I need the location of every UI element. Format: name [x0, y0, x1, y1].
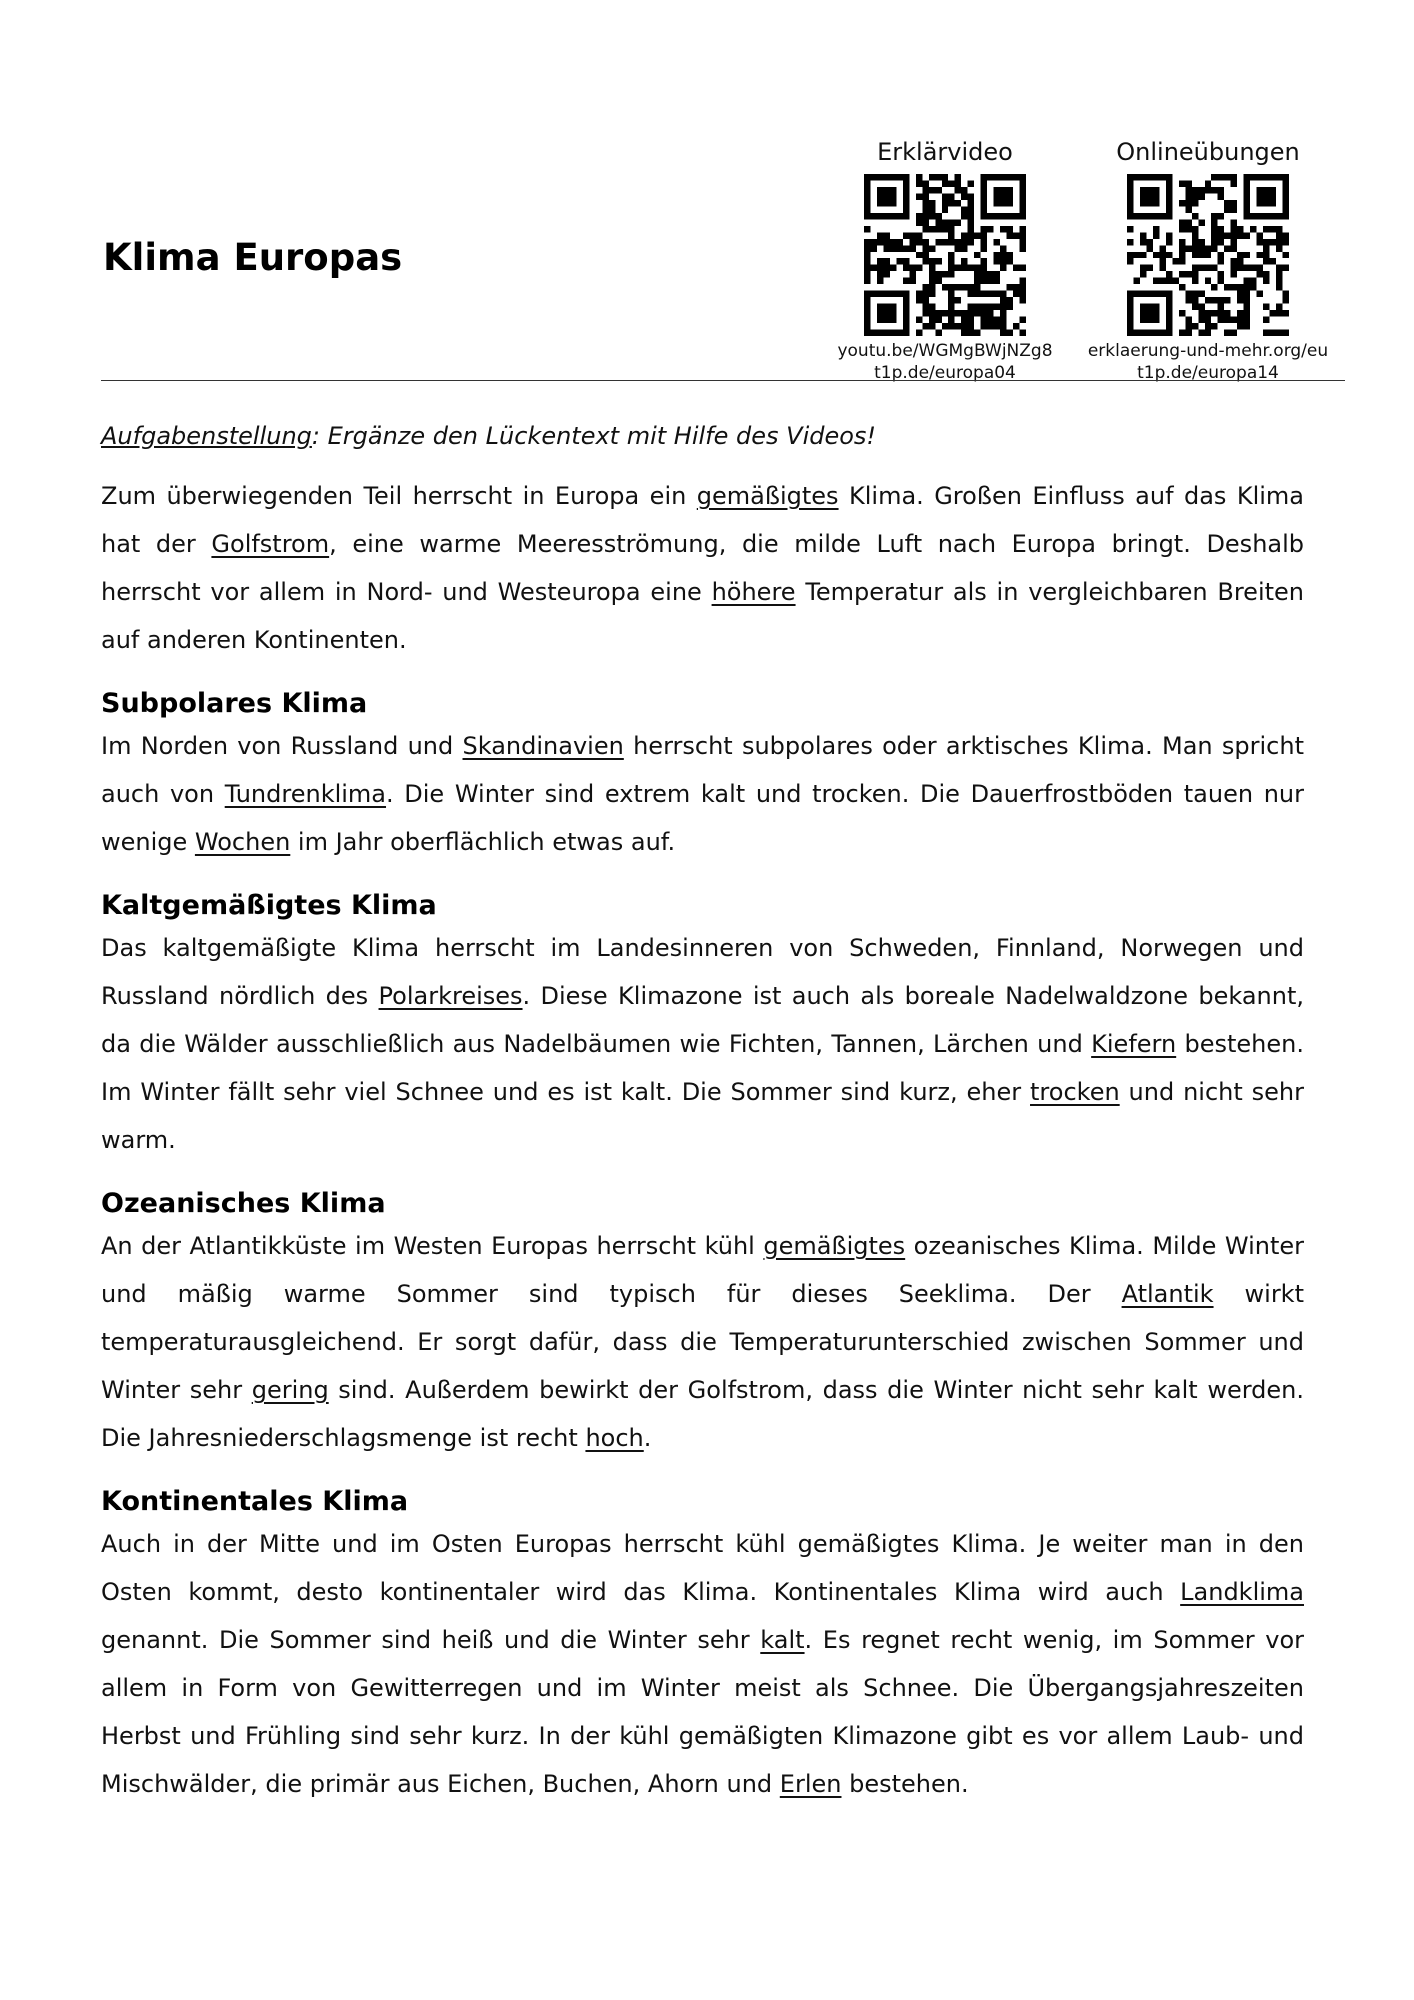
text-segment: An der Atlantikküste im Westen Europas herrscht kühl [101, 1232, 764, 1260]
gap-answer: höhere [711, 578, 796, 606]
gap-answer: Landklima [1180, 1578, 1304, 1606]
qr-label-video: Erklärvideo [877, 138, 1013, 166]
qr-link-exercises-url[interactable]: erklaerung-und-mehr.org/eu [1087, 341, 1329, 361]
qr-link-video-short[interactable]: t1p.de/europa04 [874, 363, 1016, 383]
gap-answer: kalt [760, 1626, 805, 1654]
text-segment: Klima. Großen Einfluss auf das Klima hat der [101, 482, 1304, 558]
gap-answer: Wochen [194, 828, 291, 856]
task-text: : Ergänze den Lückentext mit Hilfe des Videos! [311, 422, 877, 450]
text-segment: , eine warme Meeresströmung, die milde Luft nach Europa bringt. Deshalb herrscht vor allem in Nord- und Westeuropa eine [101, 530, 1305, 606]
text-segment: Auch in der Mitte und im Osten Europas herrscht kühl gemäßigtes Klima. Je weiter man in den Osten kommt, desto kontinentaler wird das Klima. Kontinentales Klima wird auch [101, 1530, 1304, 1606]
text-segment: . Diese Klimazone ist auch als boreale Nadelwaldzone bekannt, da die Wälder ausschließlich aus Nadelbäumen wie Fichten, Tannen, Lärchen und [101, 982, 1305, 1058]
worksheet-content [101, 412, 1304, 1808]
text-segment: herrscht subpolares oder arktisches Klima. Man spricht auch von [101, 732, 1304, 808]
text-segment: bestehen. [841, 1770, 969, 1798]
gap-answer: Golfstrom [211, 530, 330, 558]
qr-code-exercises[interactable] [1127, 174, 1289, 336]
text-segment: . [643, 1424, 652, 1452]
gap-answer: Erlen [779, 1770, 842, 1798]
text-segment: ozeanisches Klima. Milde Winter und mäßig warme Sommer sind typisch für dieses Seeklima. Der [101, 1232, 1304, 1308]
text-segment: genannt. Die Sommer sind heiß und die Winter sehr [101, 1626, 761, 1654]
section-paragraph [101, 924, 1304, 1164]
section-heading: Kontinentales Klima [101, 1486, 409, 1517]
gap-answer: trocken [1030, 1078, 1120, 1106]
text-segment: Im Norden von Russland und [101, 732, 463, 760]
gap-answer: Atlantik [1121, 1280, 1214, 1308]
section-heading: Ozeanisches Klima [101, 1188, 386, 1219]
text-segment: . Die Winter sind extrem kalt und trocken. Die Dauerfrostböden tauen nur wenige [101, 780, 1304, 856]
gap-answer: Skandinavien [462, 732, 624, 760]
text-segment: bestehen. Im Winter fällt sehr viel Schnee und es ist kalt. Die Sommer sind kurz, eher [101, 1030, 1304, 1106]
qr-link-exercises-short[interactable]: t1p.de/europa14 [1137, 363, 1279, 383]
gap-answer: Kiefern [1091, 1030, 1177, 1058]
text-segment: . Es regnet recht wenig, im Sommer vor allem in Form von Gewitterregen und im Winter meist als Schnee. Die Übergangsjahreszeiten Herbst und Frühling sind sehr kurz. In der kühl gemäßigten Klimazone gibt es vor allem Laub- und Mischwälder, die primär aus Eichen, Buchen, Ahorn und [101, 1626, 1305, 1798]
gap-answer: Tundrenklima [224, 780, 387, 808]
gap-answer: Polarkreises [378, 982, 523, 1010]
text-segment: sind. Außerdem bewirkt der Golfstrom, dass die Winter nicht sehr kalt werden. Die Jahresniederschlagsmenge ist recht [101, 1376, 1304, 1452]
section-heading: Kaltgemäßigtes Klima [101, 890, 437, 921]
section-heading: Subpolares Klima [101, 688, 368, 719]
section-paragraph [101, 1520, 1304, 1808]
task-label: Aufgabenstellung [101, 422, 312, 450]
qr-link-video-url[interactable]: youtu.be/WGMgBWjNZg8 [837, 341, 1053, 361]
header-divider [101, 380, 1345, 381]
text-segment: im Jahr oberflächlich etwas auf. [290, 828, 676, 856]
section-paragraph [101, 1222, 1304, 1462]
qr-label-exercises: Onlineübungen [1116, 138, 1300, 166]
text-segment: wirkt temperaturausgleichend. Er sorgt dafür, dass die Temperaturunterschied zwischen Sommer und Winter sehr [101, 1280, 1304, 1404]
text-segment: Zum überwiegenden Teil herrscht in Europa ein [101, 482, 697, 510]
gap-answer: gemäßigtes [696, 482, 839, 510]
section-kaltgemaessigt [101, 888, 1304, 1164]
intro-paragraph [101, 472, 1304, 664]
qr-code-video[interactable] [864, 174, 1026, 336]
page-title: Klima Europas [103, 236, 403, 279]
gap-answer: gemäßigtes [763, 1232, 906, 1260]
gap-answer: hoch [585, 1424, 644, 1452]
task-instruction [101, 412, 1304, 460]
section-subpolar [101, 686, 1304, 866]
text-segment: Das kaltgemäßigte Klima herrscht im Landesinneren von Schweden, Finnland, Norwegen und Russland nördlich des [101, 934, 1304, 1010]
text-segment: und nicht sehr warm. [101, 1078, 1305, 1154]
gap-answer: gering [251, 1376, 329, 1404]
qr-block-exercises [1078, 136, 1338, 384]
section-ozeanisch [101, 1186, 1304, 1462]
section-paragraph [101, 722, 1304, 866]
qr-block-video [815, 136, 1075, 384]
section-kontinental [101, 1484, 1304, 1808]
text-segment: Temperatur als in vergleichbaren Breiten auf anderen Kontinenten. [101, 578, 1304, 654]
